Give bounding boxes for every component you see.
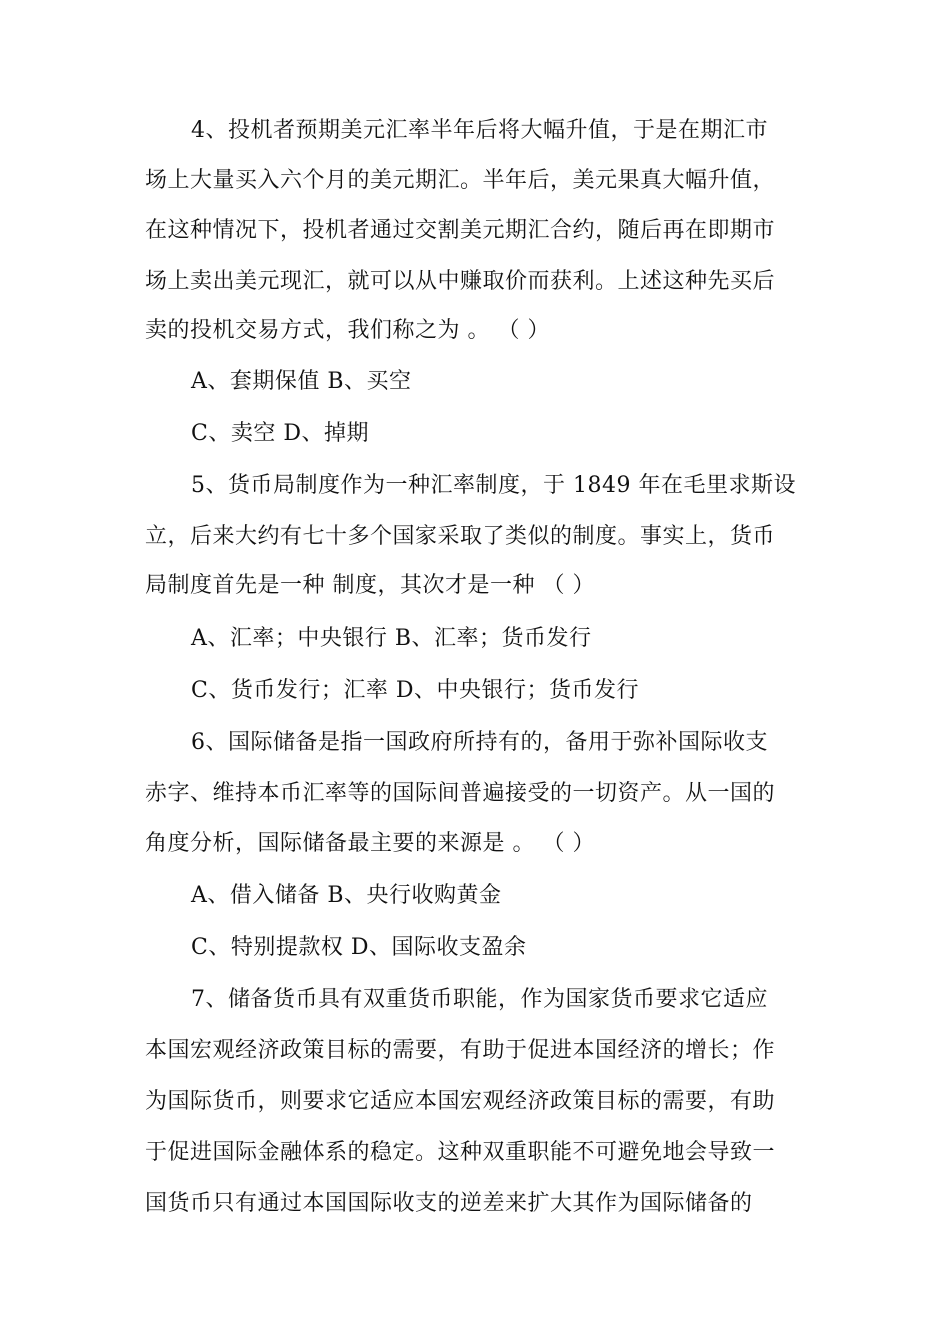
q4-line-1: 4、投机者预期美元汇率半年后将大幅升值，于是在期汇市 bbox=[191, 118, 768, 143]
q6-line-1: 6、国际储备是指一国政府所持有的，备用于弥补国际收支 bbox=[191, 730, 768, 755]
q6-line-2: 赤字、维持本币汇率等的国际间普遍接受的一切资产。从一国的 bbox=[145, 781, 776, 806]
q5-option-ab: A、汇率；中央银行 B、汇率；货币发行 bbox=[191, 626, 592, 651]
q4-line-2: 场上大量买入六个月的美元期汇。半年后，美元果真大幅升值， bbox=[145, 168, 776, 193]
q5-line-1: 5、货币局制度作为一种汇率制度，于 1849 年在毛里求斯设 bbox=[191, 473, 796, 498]
q6-option-cd: C、特别提款权 D、国际收支盈余 bbox=[191, 935, 527, 960]
q7-line-2: 本国宏观经济政策目标的需要，有助于促进本国经济的增长；作 bbox=[145, 1038, 776, 1063]
q5-line-2: 立，后来大约有七十多个国家采取了类似的制度。事实上，货币 bbox=[145, 524, 776, 549]
q4-option-cd: C、卖空 D、掉期 bbox=[191, 421, 369, 446]
q5-option-cd: C、货币发行；汇率 D、中央银行；货币发行 bbox=[191, 678, 639, 703]
q7-line-3: 为国际货币，则要求它适应本国宏观经济政策目标的需要，有助 bbox=[145, 1089, 776, 1114]
q7-line-5: 国货币只有通过本国国际收支的逆差来扩大其作为国际储备的 bbox=[145, 1191, 753, 1216]
q4-line-4: 场上卖出美元现汇，就可以从中赚取价而获利。上述这种先买后 bbox=[145, 269, 776, 294]
q4-line-3: 在这种情况下，投机者通过交割美元期汇合约，随后再在即期市 bbox=[145, 218, 776, 243]
q7-line-1: 7、储备货币具有双重货币职能，作为国家货币要求它适应 bbox=[191, 987, 768, 1012]
q5-line-3: 局制度首先是一种 制度，其次才是一种 （ ） bbox=[145, 573, 595, 598]
q6-option-ab: A、借入储备 B、央行收购黄金 bbox=[191, 883, 502, 908]
q6-line-3: 角度分析，国际储备最主要的来源是 。 （ ） bbox=[145, 831, 595, 856]
q4-line-5: 卖的投机交易方式，我们称之为 。 （ ） bbox=[145, 318, 550, 343]
q4-option-ab: A、套期保值 B、买空 bbox=[191, 369, 412, 394]
q7-line-4: 于促进国际金融体系的稳定。这种双重职能不可避免地会导致一 bbox=[145, 1140, 776, 1165]
